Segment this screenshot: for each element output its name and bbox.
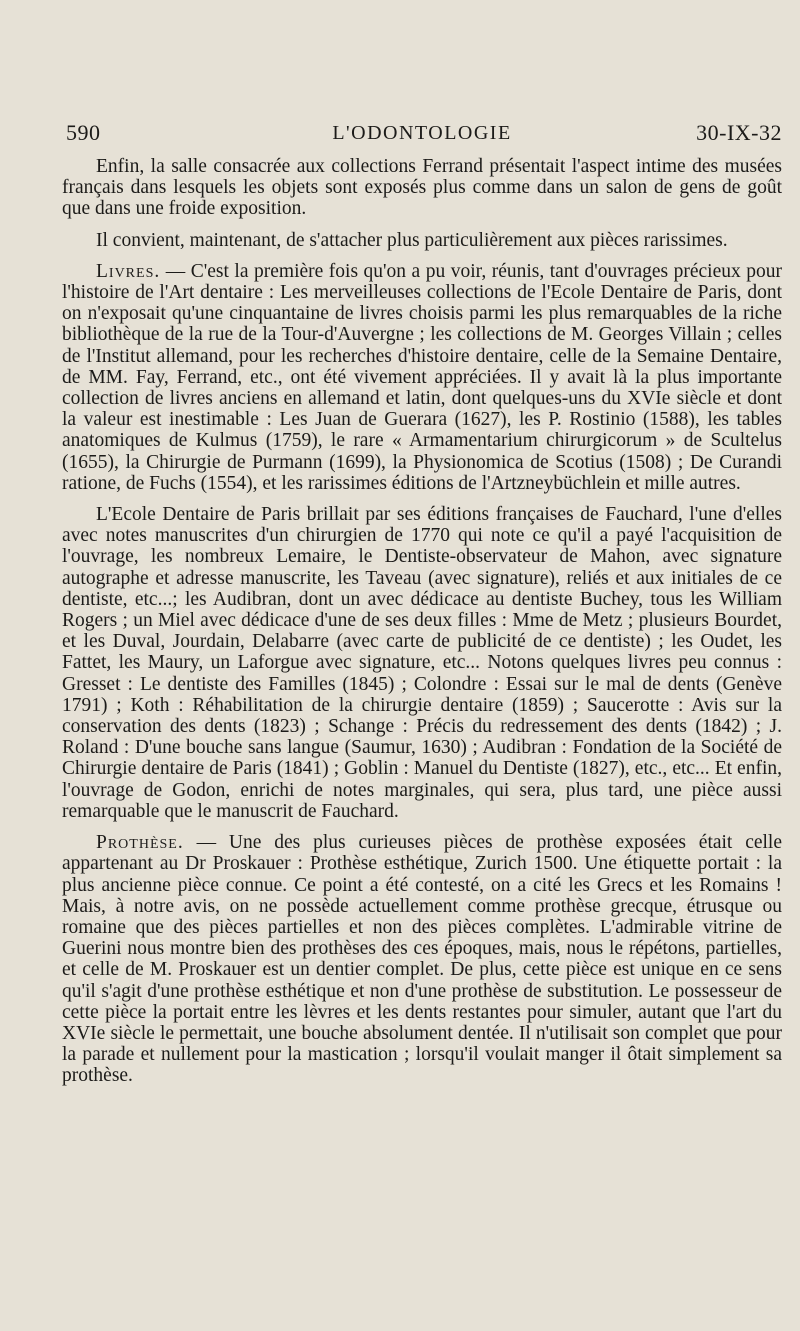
paragraph-text: L'Ecole Dentaire de Paris brillait par ses éditions françaises de Fauchard, l'une d'elles avec notes manuscrites d'un chirurgien de 1770 qui note ce qu'il a payé l'acquisition de l'ouvrage, les nombreux Lemaire, le Dentiste-observateur de Mahon, avec signature autographe et adresse manuscrite, les Taveau (avec signature), reliés et aux initiales de ce dentiste, etc...; les Audibran, dont un avec dédicace au dentiste Buchey, tous les William Rogers ; un Miel avec dédicace d'une de ses deux filles : Mme de Metz ; plusieurs Bourdet, et les Duval, Jourdain, Delabarre (avec carte de publicité de ce dentiste) ; les Oudet, les Fattet, les Maury, un Laforgue avec signature, etc... Notons quelques livres peu connus : Gresset : Le dentiste des Familles (1845) ; Colondre : Essai sur le mal de dents (Genève 1791) ; Koth : Réhabilitation de la chirurgie dentaire (1859) ; Saucerotte : Avis sur la conservation des dents (1823) ; Schange : Précis du redressement des dents (1842) ; J. Roland : D'une bouche sans langue (Saumur, 1630) ; Audibran : Fondation de la Société de Chirurgie dentaire de Paris (1841) ; Goblin : Manuel du Dentiste (1827), etc., etc... Et enfin, l'ouvrage de Godon, enrichi de notes marginales, qui sera, plus tard, une pièce aussi remarquable que le manuscrit de Fauchard. <box>62 504 782 822</box>
paragraph <box>62 504 782 822</box>
paragraph <box>62 832 782 1086</box>
paragraph <box>62 156 782 220</box>
paragraph <box>62 261 782 494</box>
paragraph <box>62 230 782 251</box>
issue-date: 30-IX-32 <box>696 120 782 145</box>
page-number: 590 <box>66 120 101 145</box>
article-body <box>62 156 782 1087</box>
paragraph-text: Enfin, la salle consacrée aux collections Ferrand présentait l'aspect intime des musées français dans lesquels les objets sont exposés plus comme dans un salon de gens de goût que dans une froide exposition. <box>62 156 782 220</box>
paragraph-text: — C'est la première fois qu'on a pu voir, réunis, tant d'ouvrages précieux pour l'histoire de l'Art dentaire : Les merveilleuses collections de l'Ecole Dentaire de Paris, dont on n'exposait qu'une cinquantaine de livres choisis parmi les plus remarquables de la riche bibliothèque de la rue de la Tour-d'Auvergne ; les collections de M. Georges Villain ; celles de l'Institut allemand, pour les recherches d'histoire dentaire, celle de la Semaine Dentaire, de MM. Fay, Ferrand, etc., ont été vivement appréciées. Il y avait là la plus importante collection de livres anciens en allemand et latin, dont quelques-uns du XVIe siècle et dont la valeur est inestimable : Les Juan de Guerara (1627), les P. Rostinio (1588), les tables anatomiques de Kulmus (1759), le rare « Armamentarium chirurgicorum » de Scultelus (1655), la Chirurgie de Purmann (1699), la Physionomica de Scotius (1508) ; De Curandi ratione, de Fuchs (1554), et les rarissimes éditions de l'Artzneybüchlein et mille autres. <box>62 260 782 494</box>
paragraph-text: — Une des plus curieuses pièces de prothèse exposées était celle appartenant au Dr Proskauer : Prothèse esthétique, Zurich 1500. Une étiquette portait : la plus ancienne pièce connue. Ce point a été contesté, on a cité les Grecs et les Romains ! Mais, à notre avis, on ne possède actuellement comme prothèse grecque, étrusque ou romaine que des pièces partielles et non des pièces complètes. L'admirable vitrine de Guerini nous montre bien des prothèses des ces époques, mais, nous le répétons, partielles, et celle de M. Proskauer est un dentier complet. De plus, cette pièce est unique en ce sens qu'il s'agit d'une prothèse esthétique et non d'une prothèse de substitution. Le possesseur de cette pièce la portait entre les lèvres et les dents restantes pour simuler, autant que l'art du XVIe siècle le permettait, une bouche absolument dentée. Il n'utilisait son complet que pour la parade et nullement pour la mastication ; lorsqu'il voulait manger il ôtait simplement sa prothèse. <box>62 832 782 1087</box>
section-lead-prothese: Prothèse. <box>96 832 184 854</box>
paragraph-text: Il convient, maintenant, de s'attacher plus particulièrement aux pièces rarissimes. <box>96 229 728 251</box>
running-title: L'ODONTOLOGIE <box>332 122 512 144</box>
page-header <box>62 110 782 150</box>
section-lead-livres: Livres. <box>96 260 161 282</box>
